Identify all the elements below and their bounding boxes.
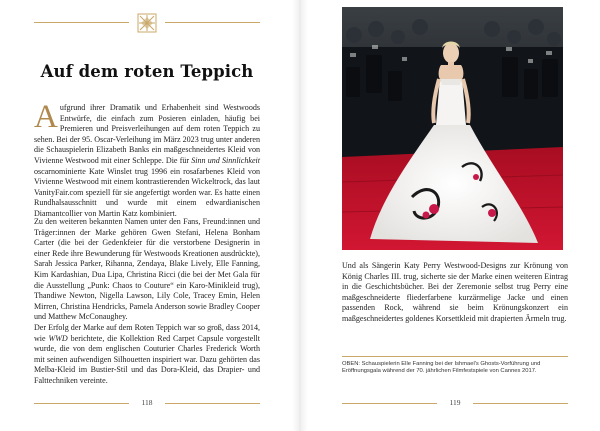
diamond-ornament-icon [137,13,157,33]
paragraph-3-text-b: berichtete, die Kollektion Red Carpet Capsule vorgestellt wurde, die von dem englischen Couturier Charles Frederick Worth mit seinen aufwendigen Silhouetten inspiriert war. Dazu gehörten das Melba-Kleid im Bustier-Stil und das Dora-Kleid, das Drapier- und Falttechniken vereinte. [34,333,260,385]
right-page-body: Und als Sängerin Katy Perry Westwood-Designs zur Krönung von König Charles III. trug, sicherte sie der Marke einen weiteren Eintrag in die Geschichtsbücher. Bei der Zeremonie selbst trug Perry eine maßgeschneiderte fliederfarbene kurzärmelige Jacke und einen passenden Rock, während sie beim Krönungskonzert ein maßgeschneidertes goldenes Korsettkleid mit drapierten Ärmeln trug. [342,261,568,323]
header-ornament [34,13,260,33]
footer-rule-right [165,403,260,404]
caption-rule [342,356,568,357]
page-number: 118 [141,398,153,407]
footer-rule-left [342,403,437,404]
chapter-title: Auf dem roten Teppich [40,62,254,81]
paragraph-1 [34,99,260,220]
paragraph-2: Zu den weiteren bekannten Namen unter den Fans, Freund:innen und Träger:innen der Marke gehören Gwen Stefani, Helena Bonham Carter (die bei der Gedenkfeier für die verstorbene Designerin in einer Rede ihre Bewunderung für Westwoods Kreationen ausdrückte), Sarah Jessica Parker, Rihanna, Zendaya, Blake Lively, Elle Fanning, Kim Kardashian, Dua Lipa, Christina Ricci (die bei der Met Gala für die Ausstellung „Punk: Chaos to Couture“ ein Karo-Minikleid trug), Thandiwe Newton, Nigella Lawson, Lily Cole, Tracey Emin, Helen Mirren, Christina Hendricks, Pamela Anderson sowie Bradley Cooper und Matthew McConaughey. [34,217,260,322]
paragraph-3-text-a: Der Erfolg der Marke auf dem Roten Teppich war so groß, dass 2014, wie [34,323,260,343]
paragraph-1-italic: Sinn und Sinnlichkeit [191,155,260,165]
ornament-line-left [34,22,129,23]
drop-cap: A [34,99,58,135]
paragraph-3 [34,323,260,387]
right-page [300,0,600,431]
red-carpet-illustration [342,7,563,250]
photo-caption: OBEN: Schauspielerin Elle Fanning bei der Ishmael's Ghosts-Vorführung und Eröffnungsgala während der 70. jährlichen Filmfestspiele von Cannes 2017. [342,361,541,375]
page-number: 119 [449,398,461,407]
paragraph-1-text-b: oscarnominierte Kate Winslet trug 1996 ein rosafarbenes Kleid von Vivienne Westwood mit einem kontrastierenden Wickeltrock, das laut VanityFair.com speziell für sie angefertigt worden war. Es hatte einen Rundhalsausschnitt und wurde mit einem edwardianischen Diamantcollier von Martin Katz kombiniert. [34,166,260,218]
ornament-line-right [165,22,260,23]
footer-rule-left [34,403,129,404]
paragraph-1-text-a: ufgrund ihrer Dramatik und Erhabenheit sind Westwoods Entwürfe, die einfach zum Posieren einladen, häufig bei Premieren und Preisverleihungen auf dem roten Teppich zu sehen. Bei der 95. Oscar-Verleihung im März 2023 trug unter anderen die Schauspielerin Elizabeth Banks ein maßgeschneidertes Kleid von Vivienne Westwood mit einer Schleppe. Die für [34,103,260,165]
paragraph-3-italic: WWD [48,333,68,343]
footer-rule-right [473,403,568,404]
book-gutter [292,0,308,431]
red-carpet-photo [342,7,563,250]
